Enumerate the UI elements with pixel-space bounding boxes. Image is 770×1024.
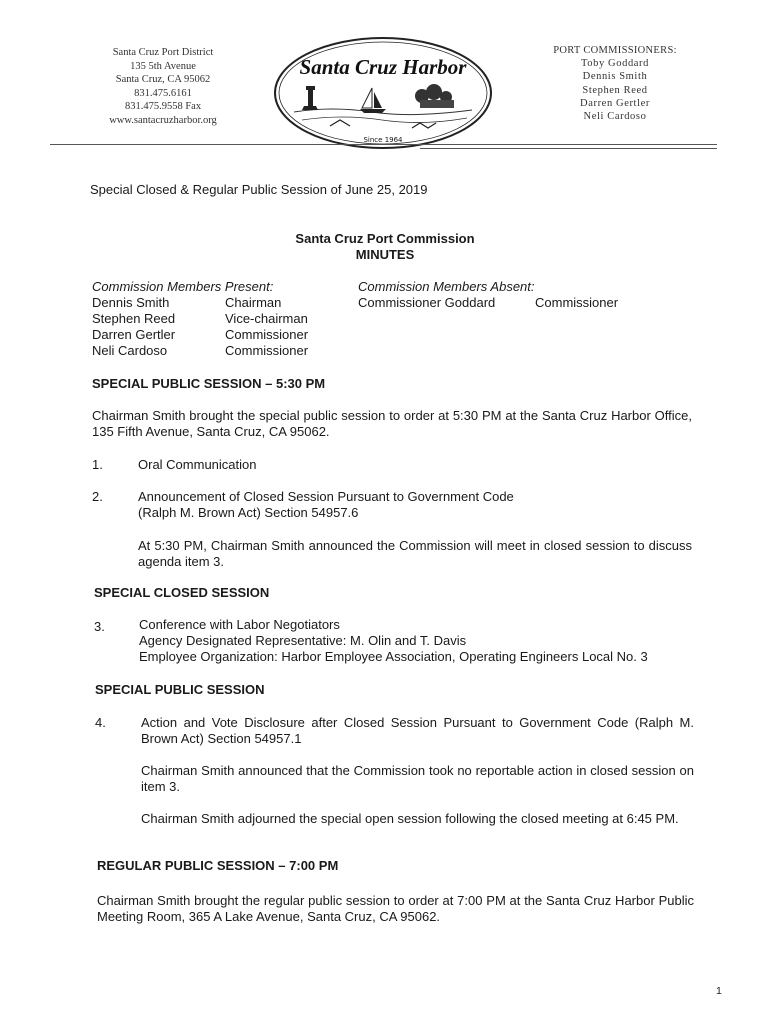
present-member-role: Vice-chairman	[225, 311, 308, 326]
item-number: 2.	[92, 489, 103, 504]
district-address-block	[88, 46, 238, 128]
district-fax: 831.475.9558 Fax	[124, 101, 202, 113]
section-heading-special-closed: SPECIAL CLOSED SESSION	[94, 585, 270, 600]
district-city: Santa Cruz, CA 95062	[115, 74, 211, 86]
lighthouse-icon	[302, 86, 318, 110]
harbor-logo	[272, 34, 494, 152]
present-member-role: Commissioner	[225, 327, 309, 342]
absent-label: Commission Members Absent:	[358, 279, 535, 294]
item-number: 4.	[95, 715, 106, 730]
absent-member-role: Commissioner	[535, 295, 619, 310]
header-divider-secondary	[420, 148, 717, 149]
commission-name: Santa Cruz Port Commission	[295, 231, 475, 246]
commissioners-heading: PORT COMMISSIONERS:	[553, 45, 677, 56]
district-name: Santa Cruz Port District	[112, 47, 214, 58]
item-number: 1.	[92, 457, 103, 472]
session-title: Special Closed & Regular Public Session of June 25, 2019	[90, 182, 428, 197]
commissioner-name: Stephen Reed	[582, 84, 648, 96]
district-phone: 831.475.6161	[134, 87, 192, 99]
absent-member-name: Commissioner Goddard	[358, 295, 496, 310]
section-heading-special-public-2: SPECIAL PUBLIC SESSION	[95, 682, 265, 697]
commissioner-name: Darren Gertler	[580, 97, 650, 109]
section-heading-special-public: SPECIAL PUBLIC SESSION – 5:30 PM	[92, 376, 326, 391]
trees-icon	[415, 84, 454, 108]
sailboat-icon	[360, 88, 386, 113]
header-divider	[50, 144, 717, 145]
item4-note-adjourned: Chairman Smith adjourned the special open session following the closed meeting at 6:45 PM.	[141, 811, 679, 826]
special-public-intro: Chairman Smith brought the special public session to order at 5:30 PM at the Santa Cruz Harbor Office, 135 Fifth Avenue, Santa Cruz, CA 95062.	[92, 408, 692, 439]
item-employee-organization: Employee Organization: Harbor Employee Association, Operating Engineers Local No. 3	[139, 649, 648, 664]
present-label: Commission Members Present:	[92, 279, 274, 294]
section-heading-regular-public: REGULAR PUBLIC SESSION – 7:00 PM	[97, 858, 339, 873]
item4-note-no-action: Chairman Smith announced that the Commission took no reportable action in closed session on item 3.	[141, 763, 694, 794]
regular-public-intro: Chairman Smith brought the regular public session to order at 7:00 PM at the Santa Cruz Harbor Public Meeting Room, 365 A Lake Avenue, Santa Cruz, CA 95062.	[97, 893, 694, 924]
commissioner-name: Toby Goddard	[581, 58, 649, 70]
commissioner-name: Dennis Smith	[582, 71, 648, 83]
present-member-role: Chairman	[225, 295, 282, 310]
district-street: 135 5th Avenue	[130, 60, 196, 72]
item-agency-representative: Agency Designated Representative: M. Olin and T. Davis	[139, 633, 467, 648]
item-labor-negotiators: Conference with Labor Negotiators	[139, 617, 340, 632]
logo-since: Since 1964	[363, 136, 403, 144]
present-member-name: Stephen Reed	[92, 311, 176, 326]
page-number: 1	[716, 985, 722, 997]
present-member-role: Commissioner	[225, 343, 309, 358]
item-closed-session-announcement: Announcement of Closed Session Pursuant to Government Code	[138, 489, 514, 504]
minutes-heading: MINUTES	[355, 247, 415, 262]
logo-title: Santa Cruz Harbor	[299, 55, 467, 79]
commissioners-block	[540, 44, 690, 123]
present-member-name: Darren Gertler	[92, 327, 176, 342]
item-number: 3.	[94, 619, 105, 634]
present-member-name: Dennis Smith	[92, 295, 170, 310]
item-action-vote-disclosure: Action and Vote Disclosure after Closed Session Pursuant to Government Code (Ralph M. Brown Act) Section 54957.1	[141, 715, 694, 746]
commissioner-name: Neli Cardoso	[583, 111, 647, 123]
present-member-name: Neli Cardoso	[92, 343, 168, 358]
item-closed-session-code: (Ralph M. Brown Act) Section 54957.6	[138, 505, 359, 520]
district-website: www.santacruzharbor.org	[109, 114, 217, 126]
item2-note: At 5:30 PM, Chairman Smith announced the Commission will meet in closed session to discuss agenda item 3.	[138, 538, 692, 569]
item-oral-communication: Oral Communication	[138, 457, 257, 472]
